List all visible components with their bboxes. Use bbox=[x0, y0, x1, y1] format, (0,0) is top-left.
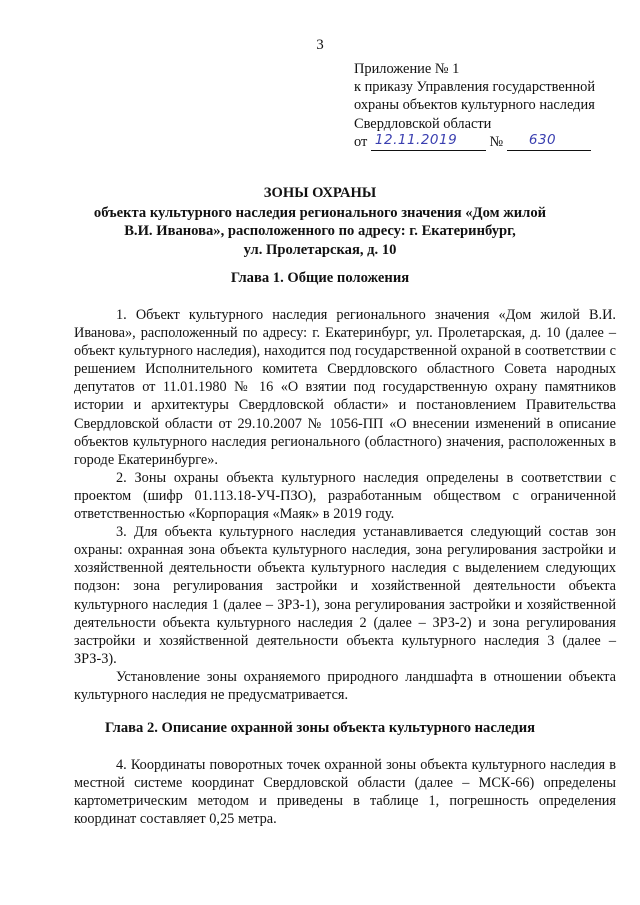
appendix-header bbox=[354, 60, 624, 151]
date-field bbox=[371, 133, 486, 151]
title-line-1: объекта культурного наследия регионального значения «Дом жилой bbox=[93, 204, 547, 221]
paragraph-1: 1. Объект культурного наследия регионального значения «Дом жилой В.И. Иванова», расположенный по адресу: г. Екатеринбург, ул. Пролетарская, д. 10 (далее – объект культурного наследия), находится под государственной охраной в соответствии с решением Исполнительного комитета Свердловского областного Совета народных депутатов от 11.01.1980 № 16 «О взятии под государственную охрану памятников истории и архитектуры Свердловской области» и постановлением Правительства Свердловской области от 29.10.2007 № 1056-ПП «О внесении изменений в описание объектов культурного наследия регионального (областного) значения, расположенных в городе Екатеринбурге». bbox=[74, 307, 616, 468]
handwritten-number: 630 bbox=[528, 131, 557, 148]
paragraph-4: 4. Координаты поворотных точек охранной зоны объекта культурного наследия в местной системе координат Свердловской области (далее – МСК-66) определены картометрическим методом и приведены в таблице 1, погрешность определения координат составляет 0,25 метра. bbox=[74, 757, 616, 828]
handwritten-date: 12.11.2019 bbox=[374, 131, 458, 148]
chapter-2-body bbox=[74, 756, 616, 828]
document-title bbox=[0, 184, 640, 259]
number-prefix: № bbox=[489, 133, 504, 150]
appendix-region-line: Свердловской области bbox=[354, 115, 492, 132]
paragraph-landscape: Установление зоны охраняемого природного ландшафта в отношении объекта культурного наследия не предусматривается. bbox=[74, 668, 616, 703]
title-line-3: ул. Пролетарская, д. 10 bbox=[243, 241, 397, 258]
appendix-order-line: к приказу Управления государственной bbox=[354, 79, 596, 96]
appendix-title: Приложение № 1 bbox=[354, 61, 460, 77]
chapter-2-heading: Глава 2. Описание охранной зоны объекта культурного наследия bbox=[105, 720, 535, 736]
title-line-2: В.И. Иванова», расположенного по адресу: г. Екатеринбург, bbox=[124, 223, 516, 239]
appendix-date-number-line bbox=[354, 133, 624, 151]
title-heading: ЗОНЫ ОХРАНЫ bbox=[263, 185, 377, 201]
number-field bbox=[507, 133, 591, 151]
appendix-authority-line: охраны объектов культурного наследия bbox=[354, 97, 595, 114]
paragraph-3: 3. Для объекта культурного наследия устанавливается следующий состав зон охраны: охранная зона объекта культурного наследия, зона регулирования застройки и хозяйственной деятельности объекта культурного наследия с выделением следующих подзон: зона регулирования застройки и хозяйственной деятельности объекта культурного наследия 1 (далее – ЗРЗ-1), зона регулирования застройки и хозяйственной деятельности объекта культурного наследия 2 (далее – ЗРЗ-2) и зона регулирования застройки и хозяйственной деятельности объекта культурного наследия 3 (далее – ЗРЗ-3). bbox=[74, 524, 616, 667]
page-number: 3 bbox=[316, 37, 324, 53]
chapter-1-body bbox=[74, 306, 616, 704]
paragraph-2: 2. Зоны охраны объекта культурного наследия определены в соответствии с проектом (шифр 01.113.18-УЧ-ПЗО), разработанным обществом с ограниченной ответственностью «Корпорация «Маяк» в 2019 году. bbox=[74, 469, 616, 523]
chapter-1-heading: Глава 1. Общие положения bbox=[230, 270, 410, 286]
date-prefix: от bbox=[354, 133, 368, 150]
